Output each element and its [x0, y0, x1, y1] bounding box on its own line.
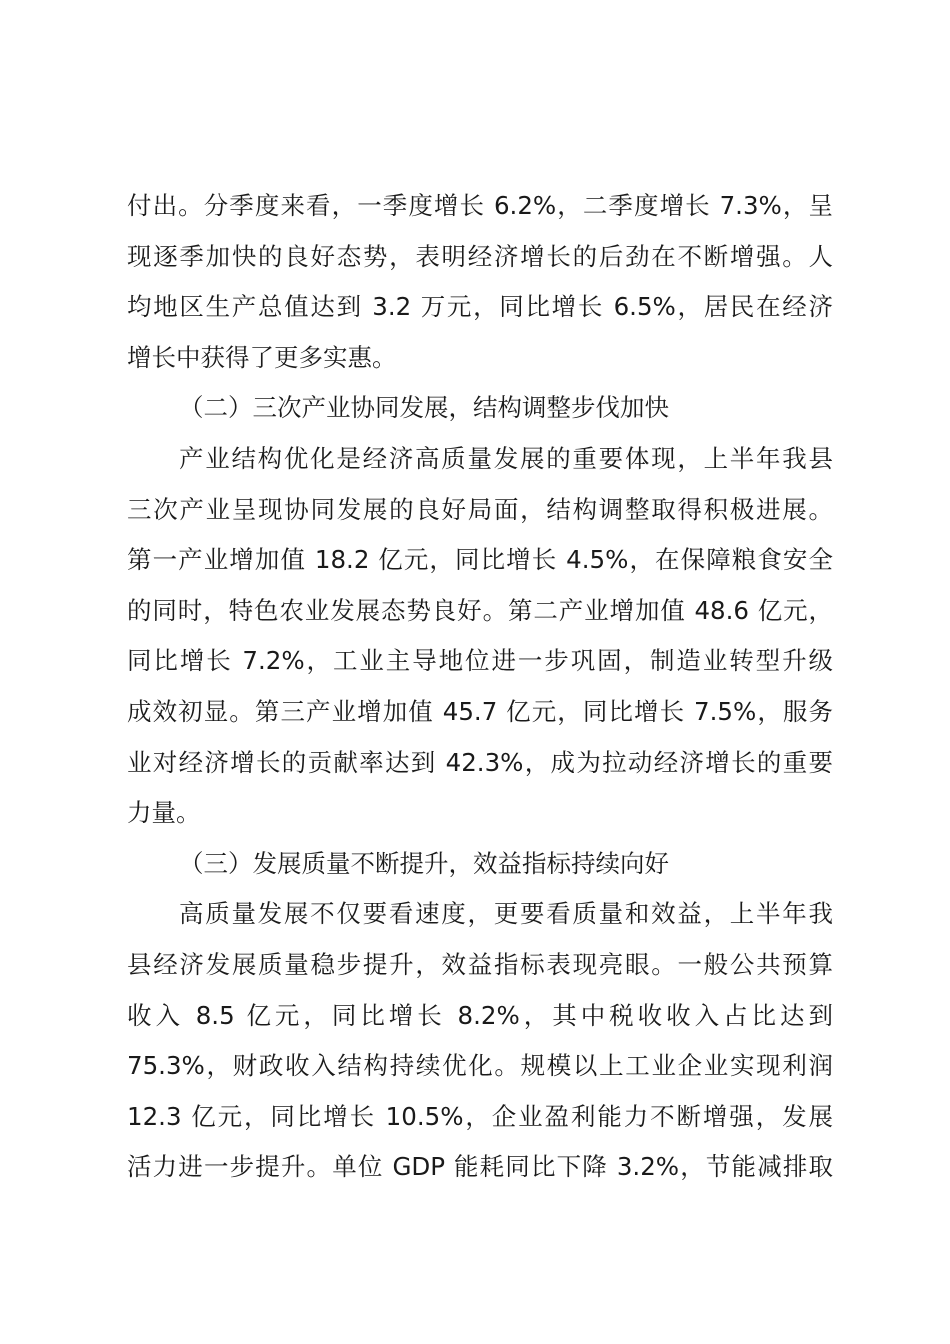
document-page [127, 181, 833, 1193]
text-line: 业对经济增长的贡献率达到 42.3%，成为拉动经济增长的重要 [127, 747, 833, 777]
text-line: 收入 8.5 亿元，同比增长 8.2%，其中税收收入占比达到 [127, 1000, 833, 1030]
text-line: 付出。分季度来看，一季度增长 6.2%，二季度增长 7.3%，呈 [127, 191, 833, 220]
text-line: 力量。 [127, 798, 201, 828]
text-line: 75.3%，财政收入结构持续优化。规模以上工业企业实现利润 [127, 1051, 833, 1081]
text-line: 增长中获得了更多实惠。 [127, 342, 397, 372]
text-line: 均地区生产总值达到 3.2 万元，同比增长 6.5%，居民在经济 [127, 292, 833, 322]
text-line: 的同时，特色农业发展态势良好。第二产业增加值 48.6 亿元， [127, 595, 833, 625]
text-line: 产业结构优化是经济高质量发展的重要体现，上半年我县 [179, 443, 833, 473]
text-line: 同比增长 7.2%，工业主导地位进一步巩固，制造业转型升级 [127, 646, 833, 676]
text-line: 高质量发展不仅要看速度，更要看质量和效益，上半年我 [179, 899, 833, 929]
text-line: 第一产业增加值 18.2 亿元，同比增长 4.5%，在保障粮食安全 [127, 545, 833, 575]
text-line: 活力进一步提升。单位 GDP 能耗同比下降 3.2%，节能减排取 [127, 1152, 833, 1182]
text-line: 12.3 亿元，同比增长 10.5%，企业盈利能力不断增强，发展 [127, 1101, 833, 1131]
section-heading: （二）三次产业协同发展，结构调整步伐加快 [179, 393, 669, 423]
text-line: 成效初显。第三产业增加值 45.7 亿元，同比增长 7.5%，服务 [127, 696, 833, 726]
text-line: 县经济发展质量稳步提升，效益指标表现亮眼。一般公共预算 [127, 949, 833, 979]
text-line: 现逐季加快的良好态势，表明经济增长的后劲在不断增强。人 [127, 241, 833, 271]
section-heading: （三）发展质量不断提升，效益指标持续向好 [179, 848, 669, 878]
text-line: 三次产业呈现协同发展的良好局面，结构调整取得积极进展。 [127, 494, 833, 524]
